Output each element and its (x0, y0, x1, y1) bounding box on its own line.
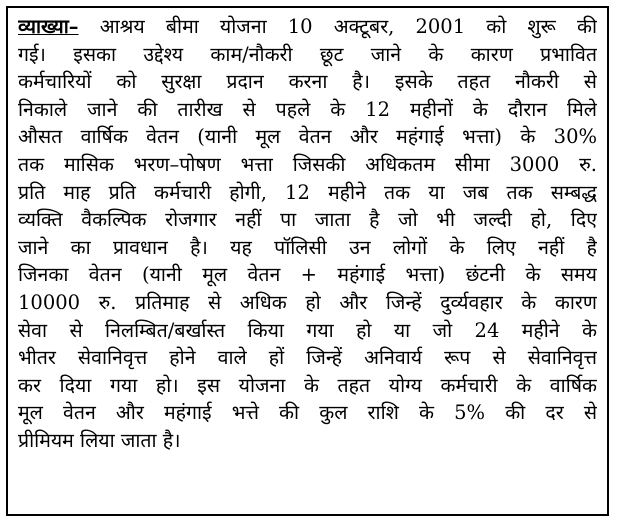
text-line-7: प्रति माह प्रति कर्मचारी होगी, 12 महीने तक या जब तक सम्बद्ध (18, 180, 597, 204)
text-line-11: 10000 रु. प्रतिमाह से अधिक हो और जिन्हें दुर्व्यवहार के कारण (18, 290, 597, 314)
text-line-6: तक मासिक भरण–पोषण भत्ता जिसकी अधिकतम सीमा 3000 रु. (18, 152, 597, 176)
cut-off-next-text (160, 520, 620, 531)
text-line-5: औसत वार्षिक वेतन (यानी मूल वेतन और महंगाई भत्ता) के 30% (18, 125, 597, 149)
explanation-box (6, 6, 609, 516)
text-line-14: कर दिया गया हो। इस योजना के तहत योग्य कर्मचारी के वार्षिक (18, 373, 597, 397)
text-line-13: भीतर सेवानिवृत्त होने वाले हों जिन्हें अनिवार्य रूप से सेवानिवृत्त (18, 346, 597, 370)
text-line-16: प्रीमियम लिया जाता है। (18, 428, 181, 452)
text-line-10: जिनका वेतन (यानी मूल वेतन + महंगाई भत्ता) छंटनी के समय (18, 263, 597, 287)
text-line-9: जाने का प्रावधान है। यह पॉलिसी उन लोगों के लिए नहीं है (18, 235, 597, 259)
text-line-1 (18, 13, 597, 41)
text-line-2: गई। इसका उद्देश्य काम/नौकरी छूट जाने के कारण प्रभावित (18, 42, 597, 66)
text-line-4: निकाले जाने की तारीख से पहले के 12 महीनों के दौरान मिले (18, 97, 597, 121)
text-line-15: मूल वेतन और महंगाई भत्ते की कुल राशि के 5% की दर से (18, 401, 597, 425)
text-line-1-rest: आश्रय बीमा योजना 10 अक्टूबर, 2001 को शुरू की (78, 15, 597, 38)
explanation-label: व्याख्या– (18, 15, 79, 38)
text-line-12: सेवा से निलम्बित/बर्खास्त किया गया हो या जो 24 महीने के (18, 318, 597, 342)
text-line-8: व्यक्ति वैकल्पिक रोजगार नहीं पा जाता है जो भी जल्दी हो, दिए (18, 208, 597, 232)
text-line-3: कर्मचारियों को सुरक्षा प्रदान करना है। इसके तहत नौकरी से (18, 70, 597, 94)
